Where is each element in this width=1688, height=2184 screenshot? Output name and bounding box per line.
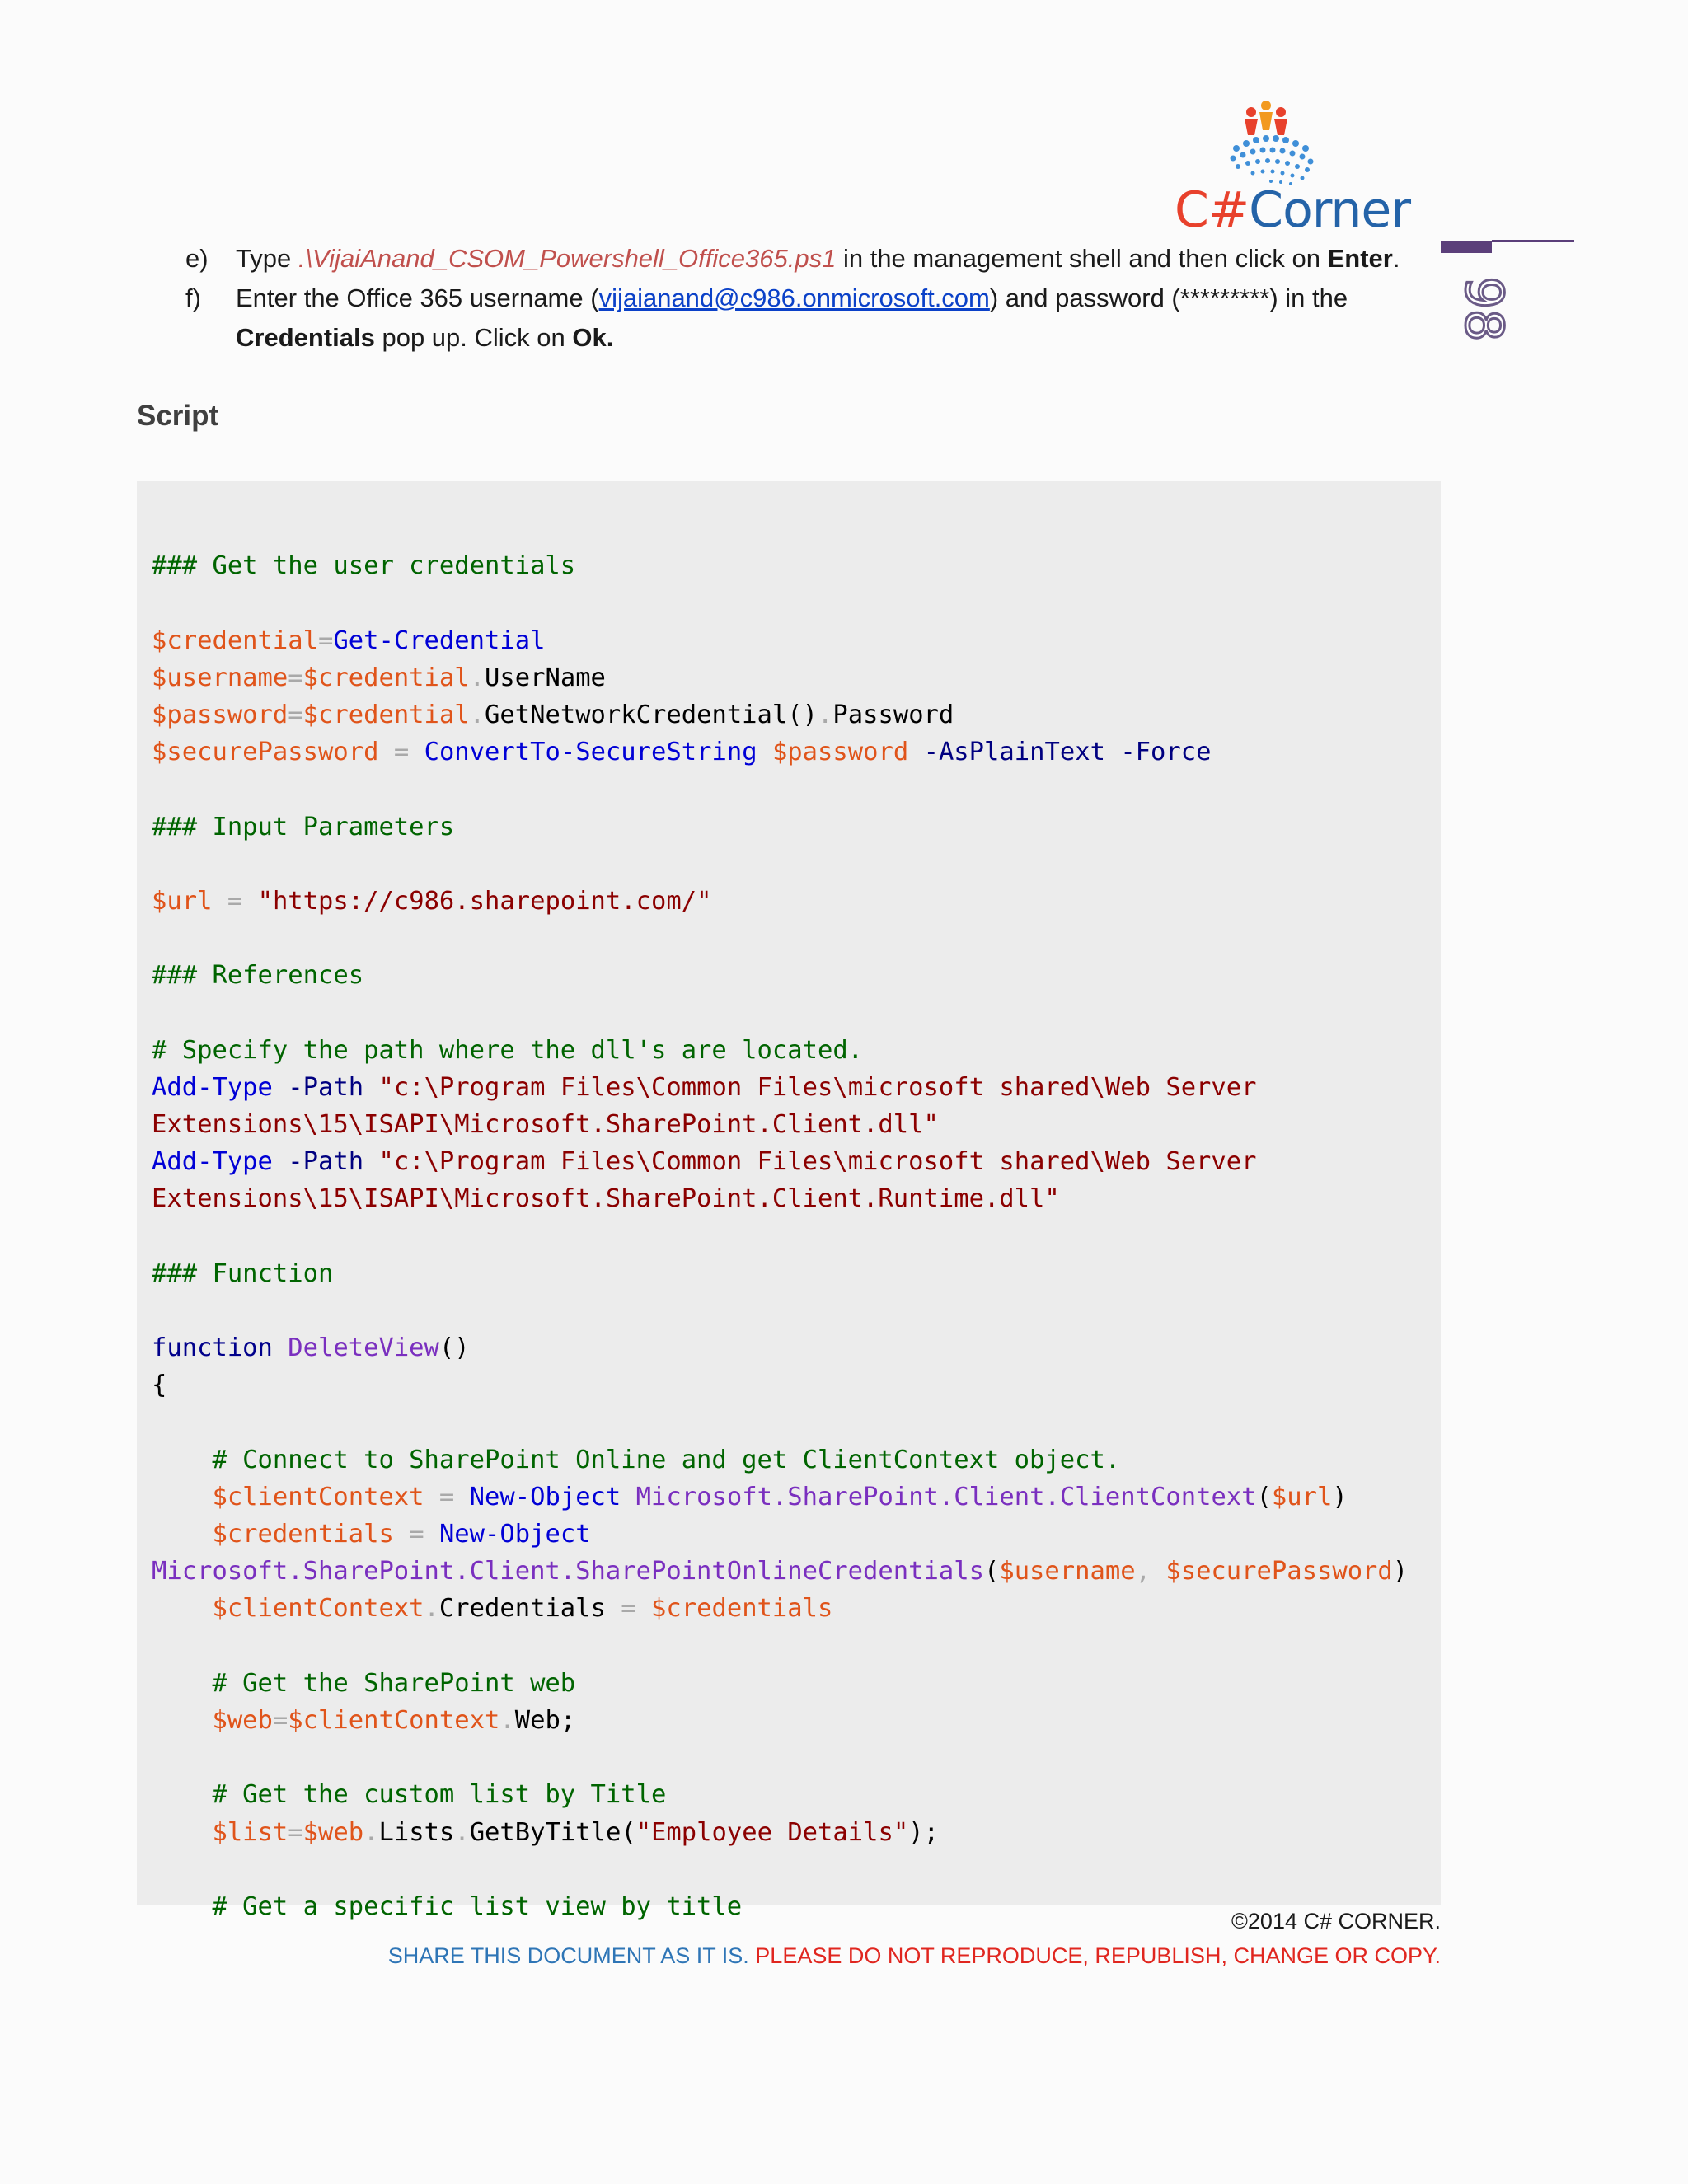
code-line	[152, 1032, 1408, 1069]
code-line	[152, 1851, 1408, 1888]
code-token	[1105, 738, 1120, 766]
code-token: Extensions\15\ISAPI\Microsoft.SharePoint.Client.dll"	[152, 1110, 939, 1139]
share-notice-red: PLEASE DO NOT REPRODUCE, REPUBLISH, CHANGE OR COPY.	[748, 1943, 1441, 1968]
code-token: Credentials	[438, 1594, 621, 1624]
code-token	[152, 1594, 212, 1623]
copyright-text: ©2014 C# CORNER.	[1231, 1909, 1441, 1933]
code-token: =	[393, 738, 410, 767]
code-token: $clientContext	[212, 1482, 424, 1511]
code-token	[152, 1483, 212, 1511]
code-token: $clientContext	[288, 1706, 500, 1735]
code-line	[152, 1888, 1408, 1925]
code-line	[152, 1739, 1408, 1776]
code-token	[757, 738, 772, 766]
step-f	[185, 279, 1438, 358]
code-token	[636, 1594, 651, 1623]
code-token: "c:\Program Files\Common Files\microsoft shared\Web Server	[378, 1072, 1257, 1102]
code-token	[363, 1147, 378, 1176]
code-token: ,	[1135, 1557, 1151, 1586]
code-line	[152, 1665, 1408, 1702]
code-token	[1151, 1557, 1165, 1586]
code-token: =	[288, 1817, 303, 1847]
code-token: $securePassword	[152, 738, 379, 767]
code-token: =	[621, 1594, 636, 1624]
code-token: ### Get the user credentials	[152, 551, 576, 581]
code-line	[152, 1069, 1408, 1106]
code-token: UserName	[485, 663, 606, 692]
code-token	[273, 1333, 288, 1362]
code-token: .	[499, 1706, 515, 1735]
step-e	[185, 239, 1438, 279]
step-text: .	[1392, 244, 1400, 273]
code-token: $password	[152, 700, 288, 729]
code-token: -Path	[288, 1072, 364, 1102]
code-token: =	[288, 663, 303, 692]
code-token: $credentials	[651, 1594, 833, 1624]
code-token	[908, 738, 923, 766]
code-token: ConvertTo-SecureString	[424, 738, 757, 767]
code-token: # Specify the path where the dll's are located.	[152, 1035, 864, 1065]
script-filename: .\VijaiAnand_CSOM_Powershell_Office365.ps1	[298, 244, 837, 273]
code-token: (	[983, 1557, 1000, 1586]
code-line	[152, 957, 1408, 994]
code-token: $credential	[152, 626, 318, 655]
code-token	[152, 1446, 212, 1474]
code-token: {	[152, 1371, 167, 1400]
code-line	[152, 622, 1408, 659]
code-line	[152, 510, 1408, 547]
code-token	[409, 738, 424, 766]
code-line	[152, 547, 1408, 584]
code-line	[152, 846, 1408, 883]
code-token: "Employee Details"	[635, 1817, 909, 1847]
code-token: New-Object	[438, 1520, 591, 1549]
code-line	[152, 994, 1408, 1031]
code-line	[152, 1776, 1408, 1813]
code-token	[273, 1147, 288, 1176]
section-title: Script	[137, 400, 219, 432]
code-token	[242, 887, 257, 916]
step-text: ) and password (*********) in the	[989, 284, 1348, 312]
code-token: Add-Type	[152, 1072, 273, 1102]
code-token: =	[438, 1482, 455, 1511]
code-line	[152, 1180, 1408, 1217]
code-token: Add-Type	[152, 1147, 273, 1177]
code-token: )	[1392, 1557, 1409, 1586]
code-token	[424, 1520, 439, 1549]
code-token	[424, 1483, 439, 1511]
share-notice	[388, 1943, 1441, 1969]
code-line	[152, 1702, 1408, 1739]
code-token	[378, 738, 393, 766]
code-line	[152, 808, 1408, 846]
code-token	[454, 1483, 469, 1511]
code-line	[152, 1255, 1408, 1292]
code-token: # Get the SharePoint web	[212, 1668, 576, 1698]
logo-text-csharp: C#	[1175, 181, 1250, 239]
code-token: =	[227, 886, 243, 916]
code-token	[212, 887, 227, 916]
code-token	[273, 1073, 288, 1102]
code-token	[152, 1520, 212, 1549]
step-text: in the management shell and then click on	[836, 244, 1328, 273]
code-token: Web;	[514, 1706, 576, 1735]
logo-globe-icon	[1179, 99, 1418, 190]
code-token: # Get the custom list by Title	[212, 1780, 667, 1810]
code-token: $password	[771, 738, 909, 767]
step-text: pop up. Click on	[374, 323, 573, 352]
instruction-steps	[185, 239, 1438, 358]
step-bold: Credentials	[236, 323, 375, 352]
code-token: $credential	[302, 663, 470, 692]
step-text: Type	[236, 244, 298, 273]
logo-text-corner: Corner	[1249, 181, 1410, 239]
code-token: );	[908, 1817, 939, 1847]
code-token: "c:\Program Files\Common Files\microsoft shared\Web Server	[378, 1147, 1257, 1177]
code-line	[152, 1516, 1408, 1553]
page-number-rule	[1492, 240, 1574, 242]
step-marker: f)	[185, 284, 201, 312]
code-token: Lists	[378, 1817, 455, 1847]
code-token: $credential	[302, 700, 470, 729]
code-token: =	[318, 626, 334, 655]
code-token: )	[1332, 1482, 1348, 1511]
code-token: $url	[152, 886, 213, 916]
code-token: Extensions\15\ISAPI\Microsoft.SharePoint.Client.Runtime.dll"	[152, 1184, 1060, 1214]
code-token: ### Function	[152, 1258, 334, 1288]
code-token: "https://c986.sharepoint.com/"	[257, 886, 712, 916]
code-token: $url	[1271, 1482, 1333, 1511]
code-token: GetByTitle(	[469, 1817, 636, 1847]
code-token	[152, 1669, 212, 1698]
code-line	[152, 1479, 1408, 1516]
code-token: DeleteView	[288, 1333, 439, 1363]
code-token	[152, 1892, 212, 1921]
code-line	[152, 1218, 1408, 1255]
code-token: $credentials	[212, 1520, 394, 1549]
code-token: -Path	[288, 1147, 364, 1177]
code-token	[152, 1780, 212, 1809]
code-token: .	[818, 700, 833, 729]
code-token: .	[469, 663, 485, 692]
code-token	[394, 1520, 409, 1549]
code-token: .	[469, 700, 485, 729]
code-line	[152, 733, 1408, 771]
code-token: $web	[212, 1706, 273, 1735]
code-line	[152, 1143, 1408, 1180]
code-line	[152, 1441, 1408, 1479]
code-token: .	[363, 1817, 379, 1847]
code-line	[152, 920, 1408, 957]
code-line	[152, 1404, 1408, 1441]
code-token: # Connect to SharePoint Online and get ClientContext object.	[212, 1445, 1121, 1474]
code-line	[152, 1628, 1408, 1665]
code-line	[152, 1590, 1408, 1627]
code-token	[363, 1073, 378, 1102]
step-marker: e)	[185, 244, 209, 273]
code-token	[152, 1818, 212, 1847]
code-token: (	[1256, 1482, 1272, 1511]
code-token: # Get a specific list view by title	[212, 1891, 743, 1921]
code-line	[152, 1329, 1408, 1366]
code-line	[152, 696, 1408, 733]
code-token: .	[454, 1817, 470, 1847]
code-token: Microsoft.SharePoint.Client.ClientContext	[635, 1482, 1257, 1511]
code-token: $list	[212, 1817, 288, 1847]
code-line	[152, 1814, 1408, 1851]
code-line	[152, 1106, 1408, 1143]
page-number-bar	[1441, 241, 1492, 253]
code-token: -Force	[1120, 738, 1212, 767]
code-token: New-Object	[469, 1482, 621, 1511]
csharp-corner-logo	[1175, 99, 1422, 239]
code-token: =	[288, 700, 303, 729]
email-link[interactable]: vijaianand@c986.onmicrosoft.com	[598, 284, 990, 312]
code-line	[152, 1553, 1408, 1590]
code-token: function	[152, 1333, 273, 1363]
code-token: GetNetworkCredential()	[485, 700, 818, 729]
code-line	[152, 584, 1408, 621]
code-token: .	[424, 1594, 439, 1624]
code-token: $username	[152, 663, 288, 692]
code-token: $web	[302, 1817, 364, 1847]
code-token: Get-Credential	[333, 626, 546, 655]
code-line	[152, 883, 1408, 920]
code-token: -AsPlainText	[923, 738, 1105, 767]
code-line	[152, 659, 1408, 696]
code-token: Password	[832, 700, 954, 729]
page-number: 98	[1454, 276, 1514, 342]
step-bold: Enter	[1327, 244, 1393, 273]
code-token: $username	[999, 1557, 1136, 1586]
code-line	[152, 1292, 1408, 1329]
code-token: ### Input Parameters	[152, 812, 455, 841]
code-lines	[152, 510, 1408, 1925]
code-token: =	[409, 1520, 424, 1549]
step-text: Enter the Office 365 username (	[236, 284, 599, 312]
code-line	[152, 1366, 1408, 1404]
code-line	[152, 771, 1408, 808]
code-token: =	[272, 1706, 288, 1735]
code-token: ### References	[152, 961, 364, 991]
code-token: $securePassword	[1165, 1557, 1393, 1586]
code-token: ()	[438, 1333, 470, 1363]
logo-wordmark	[1175, 181, 1410, 239]
code-token	[621, 1483, 635, 1511]
step-bold: Ok.	[572, 323, 614, 352]
share-notice-blue: SHARE THIS DOCUMENT AS IT IS.	[387, 1943, 749, 1968]
code-token: Microsoft.SharePoint.Client.SharePointOnlineCredentials	[152, 1557, 984, 1586]
code-token	[152, 1706, 212, 1735]
code-token: $clientContext	[212, 1594, 424, 1624]
